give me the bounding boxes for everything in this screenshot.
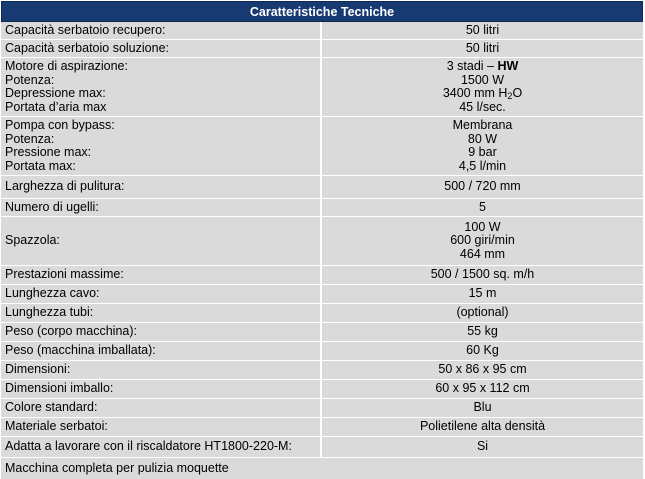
spec-label-line: Larghezza di pulitura: (5, 179, 125, 194)
spec-value-line: 55 kg (467, 324, 498, 339)
table-row (1, 418, 643, 437)
spec-label (1, 58, 322, 116)
spec-value-line: 4,5 l/min (458, 158, 507, 173)
spec-label-line: Capacità serbatoio recupero: (5, 22, 166, 37)
spec-label-line: Capacità serbatoio soluzione: (5, 40, 169, 55)
spec-label-line: Spazzola: (5, 233, 60, 248)
spec-value-line: 50 x 86 x 95 cm (438, 362, 527, 377)
spec-label-line: Lunghezza tubi: (5, 305, 94, 320)
table-row (1, 323, 643, 342)
spec-label-line: Materiale serbatoi: (5, 419, 108, 434)
spec-label (1, 266, 322, 284)
spec-value-line: 15 m (468, 286, 497, 301)
table-row (1, 58, 643, 117)
spec-value-line: 5 (479, 199, 486, 214)
spec-label (1, 323, 322, 341)
table-row (1, 40, 643, 58)
table-body (1, 22, 643, 458)
table-row (1, 285, 643, 304)
spec-label (1, 304, 322, 322)
table-title: Caratteristiche Tecniche (1, 1, 643, 22)
spec-value-line: (optional) (456, 305, 509, 320)
spec-value (322, 437, 643, 457)
spec-value (322, 399, 643, 417)
spec-value-line: Membrana (452, 118, 513, 132)
spec-value-line: Polietilene alta densità (419, 419, 546, 434)
table-row (1, 304, 643, 323)
spec-value (322, 40, 643, 57)
spec-value-line: 3400 mm $H_2O$ (442, 86, 523, 101)
spec-label (1, 217, 322, 265)
spec-label (1, 399, 322, 417)
spec-value (322, 117, 643, 175)
spec-label-line: Motore di aspirazione: (5, 59, 128, 73)
table-row (1, 266, 643, 285)
table-row (1, 342, 643, 361)
spec-value-line: Si (476, 439, 489, 454)
spec-value-line: 3 stadi – HW (446, 59, 519, 73)
spec-label-line: Depressione max: (5, 86, 106, 100)
spec-value (322, 342, 643, 360)
spec-value (322, 176, 643, 198)
spec-label-line: Colore standard: (5, 400, 98, 415)
spec-value (322, 217, 643, 265)
spec-label-line: Numero di ugelli: (5, 199, 99, 214)
spec-value-line: 9 bar (468, 145, 497, 159)
spec-label-line: Peso (corpo macchina): (5, 324, 138, 339)
spec-value (322, 22, 643, 39)
spec-value (322, 285, 643, 303)
table-row (1, 399, 643, 418)
table-row (1, 176, 643, 199)
spec-value (322, 304, 643, 322)
spec-label (1, 285, 322, 303)
spec-value-line: 45 l/sec. (459, 99, 506, 114)
spec-value (322, 361, 643, 379)
specs-table (1, 1, 643, 479)
table-row (1, 22, 643, 40)
spec-label-line: Adatta a lavorare con il riscaldatore HT1800-220-M: (5, 439, 292, 454)
table-row (1, 361, 643, 380)
spec-value-line: Blu (473, 400, 492, 415)
spec-label-line: Lunghezza cavo: (5, 286, 100, 301)
spec-label-line: Portata d’aria max (5, 99, 107, 114)
spec-label-line: Peso (macchina imballata): (5, 343, 156, 358)
spec-value (322, 199, 643, 216)
spec-label (1, 361, 322, 379)
spec-value-line: 80 W (467, 131, 498, 146)
spec-label-line: Portata max: (5, 158, 76, 173)
table-row (1, 217, 643, 266)
spec-label (1, 418, 322, 436)
spec-label (1, 380, 322, 398)
spec-value-line: 50 litri (465, 22, 500, 37)
spec-value-line: 60 x 95 x 112 cm (435, 381, 530, 396)
spec-value-line: 464 mm (459, 246, 506, 261)
spec-label-line: Potenza: (5, 72, 55, 87)
table-row (1, 380, 643, 399)
spec-label-line: Prestazioni massime: (5, 267, 124, 282)
spec-value (322, 323, 643, 341)
spec-label (1, 342, 322, 360)
spec-label (1, 22, 322, 39)
table-row (1, 437, 643, 458)
spec-value-line: 600 giri/min (450, 233, 515, 248)
spec-label (1, 40, 322, 57)
spec-value (322, 380, 643, 398)
spec-value (322, 418, 643, 436)
spec-value-line: 500 / 1500 sq. m/h (430, 267, 535, 282)
spec-label-line: Pompa con bypass: (5, 118, 115, 132)
spec-label-line: Dimensioni: (5, 362, 71, 377)
spec-label-line: Dimensioni imballo: (5, 381, 114, 396)
spec-value-line: 100 W (464, 219, 501, 234)
spec-label (1, 176, 322, 198)
table-row (1, 199, 643, 217)
spec-label-line: Pressione max: (5, 145, 92, 159)
spec-value-line: 500 / 720 mm (444, 179, 521, 194)
table-row (1, 117, 643, 176)
spec-label (1, 117, 322, 175)
table-footer: Macchina completa per pulizia moquette (1, 458, 643, 479)
spec-value (322, 266, 643, 284)
spec-value-line: 50 litri (465, 40, 500, 55)
spec-value-line: 60 Kg (466, 343, 499, 358)
spec-label (1, 199, 322, 216)
spec-label-line: Potenza: (5, 131, 55, 146)
spec-value-line: 1500 W (460, 72, 505, 87)
spec-label (1, 437, 322, 457)
spec-value (322, 58, 643, 116)
